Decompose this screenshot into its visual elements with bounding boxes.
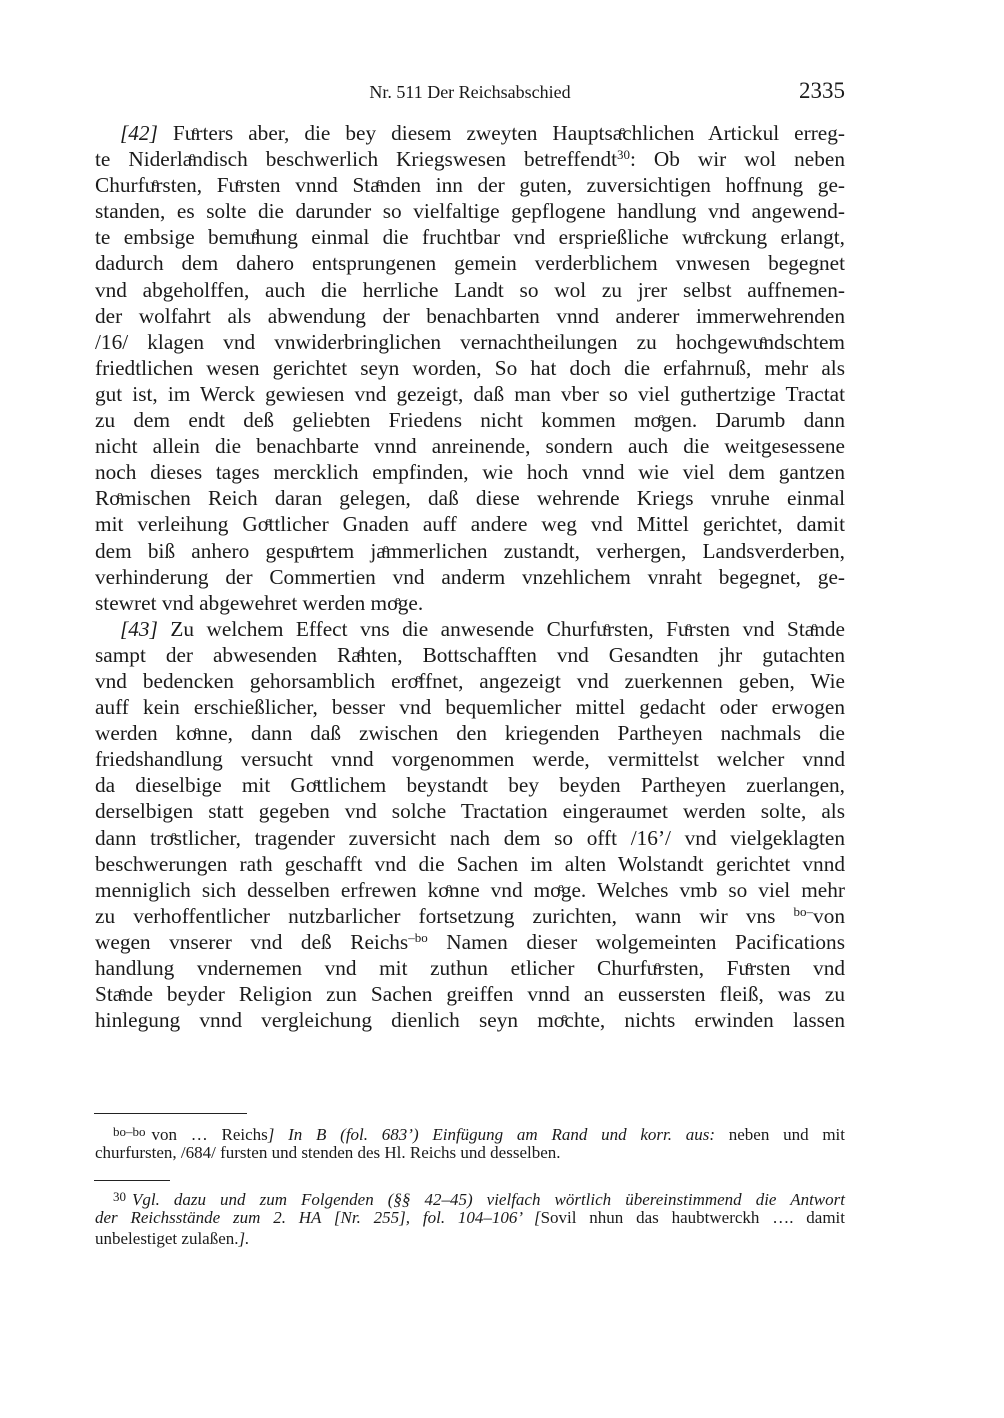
footnote-line: der Reichsstände zum 2. HA [Nr. 255], fol. 104–106’ [Sovil nhun das haubtwerckh …. damit	[95, 1208, 845, 1227]
text-line: hinlegung vnnd vergleichung dienlich seyn moͤchte, nichts erwinden lassen	[95, 1008, 845, 1033]
text-line: zu dem endt deß geliebten Friedens nicht kommen moͤgen. Darumb dann	[95, 408, 845, 433]
footnote-line: churfursten, /684/ fursten und stenden des Hl. Reichs und desselben.	[95, 1143, 561, 1162]
text-line: zu verhoffentlicher nutzbarlicher fortsetzung zurichten, wann wir vns $^{bo-}$von	[95, 903, 845, 928]
text-line: noch dieses tages mercklich empfinden, wie hoch vnnd wie viel dem gantzen	[95, 460, 845, 485]
text-line: standen, es solte die darunder so vielfaltige gepflogene handlung vnd angewend-	[95, 199, 845, 224]
text-line: der wolfahrt als abwendung der benachbarten vnnd anderer immerwehrenden	[95, 303, 845, 328]
text-line: handlung vndernemen vnd mit zuthun etlicher Churfuͤrsten, Fuͤrsten vnd	[95, 956, 845, 980]
text-line: menniglich sich desselben erfrewen koͤnne vnd moͤge. Welches vmb so viel mehr	[95, 877, 845, 902]
text-line: mit verleihung Goͤttlicher Gnaden auff andere weg vnd Mittel gerichtet, damit	[95, 512, 845, 537]
text-line: friedtlichen wesen gerichtet seyn worden, So hat doch die erfahrnuß, mehr als	[95, 355, 845, 380]
footnote-separator-notes	[94, 1180, 170, 1181]
page-header	[95, 78, 845, 108]
footnote-mark: 30	[113, 1189, 126, 1204]
text-line: vnd abgeholffen, auch die herrliche Landt so wol zu jrer selbst auffnemen-	[95, 277, 845, 302]
text-line: dem biß anhero gespuͤrtem jaͤmmerlichen zustandt, verhergen, Landsverderben,	[95, 538, 845, 563]
variant-mark-open[interactable]: bo–	[793, 903, 814, 919]
text-line: sampt der abwesenden Raͤhten, Bottschafften vnd Gesandten jhr gutachten	[95, 642, 845, 667]
text-line: verhinderung der Commertien vnd anderm vnzehlichem vnraht begegnet, ge-	[95, 564, 845, 589]
footnote-line: $^{bo-bo}$ von … Reichs] In B (fol. 683’) Einfügung am Rand und korr. aus: neben und mit	[113, 1124, 845, 1144]
footnote-ref[interactable]: 30	[617, 147, 631, 163]
page-number: 2335	[799, 78, 845, 103]
paragraph-number: [42]	[120, 121, 158, 145]
footnote-line: $^{30}$ Vgl. dazu und zum Folgenden (§§ 42–45) vielfach wörtlich übereinstimmend die Antwort	[113, 1189, 845, 1209]
text-line: derselbigen statt gegeben vnd solche Tractation eingeraumet werden solte, als	[95, 799, 845, 824]
footnote-separator-variants	[94, 1113, 247, 1114]
paragraph-number: [43]	[120, 616, 158, 641]
text-line: vnd bedencken gehorsamblich eroͤffnet, angezeigt vnd zuerkennen geben, Wie	[95, 668, 845, 693]
text-line: dadurch dem dahero entsprungenen gemein verderblichem vnwesen begegnet	[95, 251, 845, 276]
text-line: stewret vnd abgewehret werden moͤge.	[95, 590, 424, 615]
text-line: te Niderlaͤndisch beschwerlich Kriegswesen betreffendt$^{30}$: Ob wir wol neben	[95, 147, 845, 172]
text-line: [42] Fuͤrters aber, die bey diesem zweyten Hauptsaͤchlichen Artickul erreg-	[120, 121, 845, 145]
footnote-mark: bo–bo	[113, 1124, 146, 1139]
text-line: te embsige bemuͤhung einmal die fruchtbar vnd ersprießliche wuͤrckung erlangt,	[95, 225, 845, 250]
text-line: Staͤnde beyder Religion zun Sachen greiffen vnnd an eussersten fleiß, was zu	[95, 982, 845, 1007]
text-line: Roͤmischen Reich daran gelegen, daß diese wehrende Kriegs vnruhe einmal	[95, 486, 845, 511]
footnote-30	[95, 1186, 845, 1249]
text-line: [43] Zu welchem Effect vns die anwesende Churfuͤrsten, Fuͤrsten vnd Staͤnde	[120, 616, 845, 641]
text-line: beschwerungen rath geschafft vnd die Sachen im alten Wolstandt gerichtet vnnd	[95, 851, 845, 876]
text-line: gut ist, im Werck gewiesen vnd gezeigt, daß man vber so viel guthertzige Tractat	[95, 381, 845, 406]
footnote-variant-bo	[95, 1121, 845, 1163]
text-line: nicht allein die benachbarte vnnd anreinende, sondern auch die weitgesessene	[95, 434, 845, 459]
footnote-line: unbelestiget zulaßen.].	[95, 1229, 250, 1248]
text-line: werden koͤnne, dann daß zwischen den kriegenden Partheyen nachmals die	[95, 721, 845, 746]
text-line: Churfuͤrsten, Fuͤrsten vnnd Staͤnden inn der guten, zuversichtigen hoffnung ge-	[95, 173, 845, 198]
text-line: friedshandlung versucht vnnd vorgenommen werde, vermittelst welcher vnnd	[95, 747, 845, 772]
text-line: auff kein erschießlicher, besser vnd bequemlicher mittel gedacht oder erwogen	[95, 695, 845, 720]
text-line: wegen vnserer vnd deß Reichs$^{-bo}$ Namen dieser wolgemeinten Pacifications	[95, 929, 845, 954]
text-line: /16/ klagen vnd vnwiderbringlichen vernachtheilungen zu hochgewuͤndschtem	[95, 329, 845, 354]
variant-mark-close[interactable]: –bo	[408, 929, 428, 945]
text-line: dann troͤstlicher, tragender zuversicht nach dem so offt /16’/ vnd vielgeklagten	[95, 825, 845, 850]
text-line: da dieselbige mit Goͤttlichem beystandt bey beyden Partheyen zuerlangen,	[95, 773, 845, 798]
main-text	[95, 120, 845, 1033]
running-title: Nr. 511 Der Reichsabschied	[369, 82, 571, 102]
